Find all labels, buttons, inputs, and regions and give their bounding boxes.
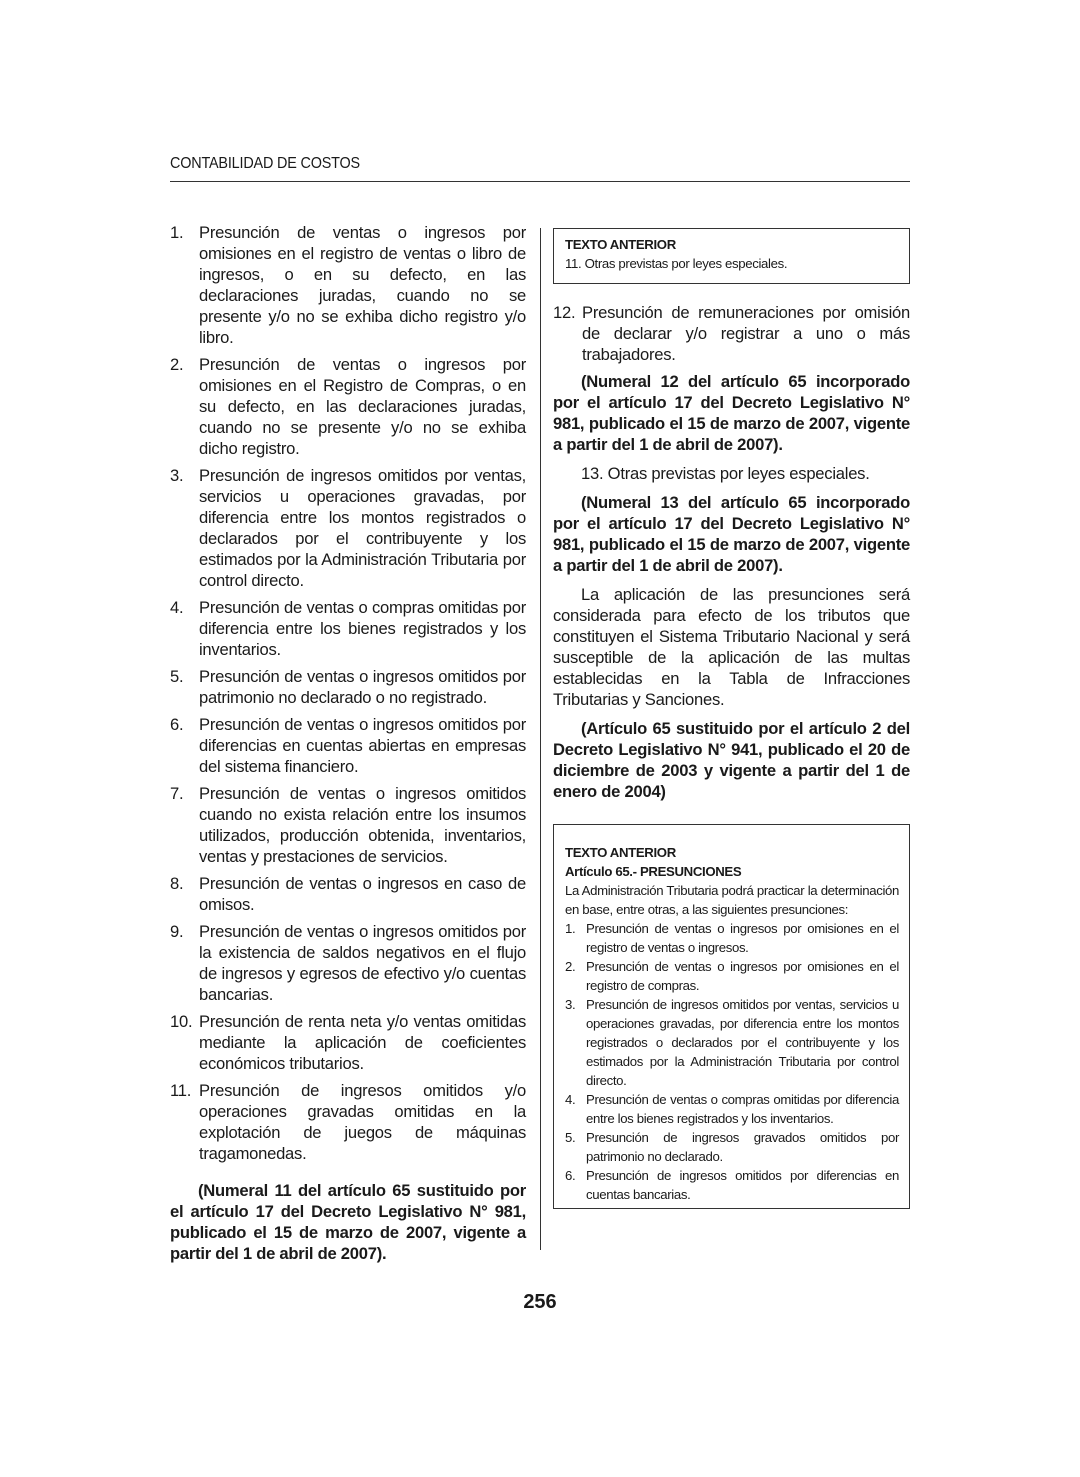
right-column <box>553 222 910 1209</box>
box-subheading: Artículo 65.- PRESUNCIONES <box>565 864 742 879</box>
item-12 <box>553 302 910 365</box>
list-item <box>170 1080 526 1164</box>
item-number: 11. <box>170 1081 192 1100</box>
page-number: 256 <box>523 1291 557 1313</box>
left-column <box>170 222 526 1272</box>
box-heading: TEXTO ANTERIOR <box>565 237 676 252</box>
item-text: Presunción de ingresos gravados omitidos por patrimonio no declarado. <box>586 1130 899 1164</box>
item-number: 10. <box>170 1012 193 1031</box>
header-rule <box>170 181 910 182</box>
item-text: Presunción de ventas o ingresos omitidos cuando no exista relación entre los insumos utilizados, producción obtenida, inventarios, ventas y prestaciones de servicios. <box>199 784 526 866</box>
list-item <box>565 995 899 1090</box>
column-divider <box>540 228 541 1250</box>
list-item <box>170 666 526 708</box>
item-text: Presunción de ventas o ingresos por omisiones en el registro de compras. <box>586 959 899 993</box>
item-text: Presunción de ventas o ingresos por omisiones en el Registro de Compras, o en su defecto, en las declaraciones juradas, cuando no se presente y/o no se exhiba dicho registro. <box>199 355 526 458</box>
list-item <box>565 919 899 957</box>
item-number: 2. <box>170 355 184 374</box>
item-number: 4. <box>565 1092 576 1107</box>
list-item <box>170 714 526 777</box>
list-item <box>565 1128 899 1166</box>
amendment-note: (Numeral 13 del artículo 65 incorporado por el artículo 17 del Decreto Legislativo N° 981, publicado el 15 de marzo de 2007, vigente a partir del 1 de abril de 2007). <box>553 493 910 575</box>
previous-text-box <box>553 824 910 1209</box>
item-text: Presunción de ventas o ingresos omitidos por diferencias en cuentas abiertas en empresas del sistema financiero. <box>199 715 526 776</box>
box-list <box>565 919 899 1204</box>
item-number: 9. <box>170 922 184 941</box>
item-number: 4. <box>170 598 184 617</box>
list-item <box>565 1166 899 1204</box>
item-text: Presunción de ingresos omitidos por diferencias en cuentas bancarias. <box>586 1168 899 1202</box>
box-intro: La Administración Tributaria podrá practicar la determinación en base, entre otras, a las siguientes presunciones: <box>565 883 899 917</box>
item-text: Presunción de ingresos omitidos por ventas, servicios u operaciones gravadas, por diferencia entre los montos registrados o declarados por el contribuyente y los estimados por la Administración Tributaria por control directo. <box>586 997 899 1088</box>
item-text: Presunción de ventas o ingresos omitidos por patrimonio no declarado o no registrado. <box>199 667 526 707</box>
item-text: Presunción de ingresos omitidos por ventas, servicios u operaciones gravadas, por diferencia entre los montos registrados o declarados por el contribuyente y los estimados por la Administración Tributaria por control directo. <box>199 466 526 590</box>
item-number: 6. <box>170 715 184 734</box>
list-item <box>170 597 526 660</box>
item-number: 8. <box>170 874 184 893</box>
running-header: CONTABILIDAD DE COSTOS <box>170 155 360 172</box>
body-paragraph: La aplicación de las presunciones será considerada para efecto de los tributos que constituyen el Sistema Tributario Nacional y será susceptible de la aplicación de las multas establecidas en la Tabla de Infracciones Tributarias y Sanciones. <box>553 585 910 709</box>
presumptions-list <box>170 222 526 1164</box>
list-item <box>553 302 910 365</box>
item-text: Presunción de remuneraciones por omisión de declarar y/o registrar a uno o más trabajadores. <box>582 303 910 364</box>
list-item <box>565 1090 899 1128</box>
list-item <box>565 957 899 995</box>
list-item <box>170 783 526 867</box>
item-number: 2. <box>565 959 576 974</box>
item-13: 13. Otras previstas por leyes especiales. <box>581 464 870 483</box>
list-item <box>170 921 526 1005</box>
item-text: Presunción de ventas o ingresos omitidos por la existencia de saldos negativos en el flujo de ingresos y egresos de efectivo y/o cuentas bancarias. <box>199 922 526 1004</box>
item-number: 5. <box>170 667 184 686</box>
item-number: 3. <box>565 997 576 1012</box>
item-text: Presunción de ingresos omitidos y/o operaciones gravadas omitidas en la explotación de juegos de máquinas tragamonedas. <box>199 1081 526 1163</box>
amendment-note: (Artículo 65 sustituido por el artículo 2 del Decreto Legislativo N° 941, publicado el 20 de diciembre de 2003 y vigente a partir del 1 de enero de 2004) <box>553 719 910 801</box>
previous-text-box <box>553 228 910 284</box>
item-number: 1. <box>565 921 576 936</box>
item-text: Presunción de ventas o ingresos por omisiones en el registro de ventas o libro de ingresos, o en su defecto, en las declaraciones juradas, cuando no se presente y/o no se exhiba dicho registro y/o libro. <box>199 223 526 347</box>
item-number: 3. <box>170 466 184 485</box>
item-text: Presunción de renta neta y/o ventas omitidas mediante la aplicación de coeficientes económicos tributarios. <box>199 1012 526 1073</box>
item-text: Presunción de ventas o ingresos en caso de omisos. <box>199 874 526 914</box>
item-number: 5. <box>565 1130 576 1145</box>
item-text: Presunción de ventas o compras omitidas por diferencia entre los bienes registrados y los inventarios. <box>199 598 526 659</box>
item-text: Presunción de ventas o ingresos por omisiones en el registro de ventas o ingresos. <box>586 921 899 955</box>
amendment-note: (Numeral 12 del artículo 65 incorporado por el artículo 17 del Decreto Legislativo N° 981, publicado el 15 de marzo de 2007, vigente a partir del 1 de abril de 2007). <box>553 372 910 454</box>
amendment-note: (Numeral 11 del artículo 65 sustituido por el artículo 17 del Decreto Legislativo N° 981, publicado el 15 de marzo de 2007, vigente a partir del 1 de abril de 2007). <box>170 1181 526 1263</box>
box-heading: TEXTO ANTERIOR <box>565 845 676 860</box>
list-item <box>170 465 526 591</box>
box-text: 11. Otras previstas por leyes especiales. <box>565 256 788 271</box>
list-item <box>170 1011 526 1074</box>
item-number: 7. <box>170 784 184 803</box>
item-number: 12. <box>553 303 576 322</box>
item-number: 6. <box>565 1168 576 1183</box>
item-number: 1. <box>170 223 184 242</box>
item-text: Presunción de ventas o compras omitidas por diferencia entre los bienes registrados y los inventarios. <box>586 1092 899 1126</box>
list-item <box>170 222 526 348</box>
list-item <box>170 873 526 915</box>
list-item <box>170 354 526 459</box>
